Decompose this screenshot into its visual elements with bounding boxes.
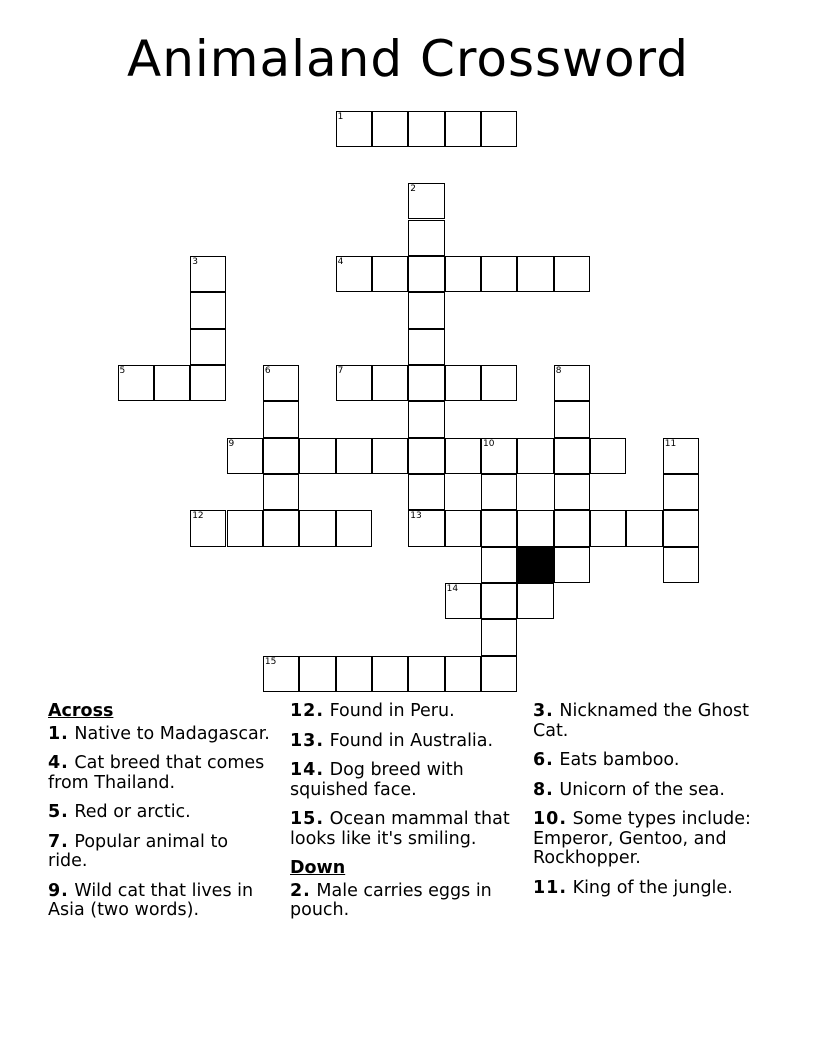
grid-cell[interactable] [481,474,517,510]
clues-column-3 [533,702,783,908]
clue-down-10: 10. Some types include: Emperor, Gentoo, and Rockhopper. [533,809,751,868]
grid-cell[interactable] [554,547,590,583]
page-title: Animaland Crossword [127,30,689,88]
grid-cell[interactable] [481,438,517,474]
clue-across-9: 9. Wild cat that lives in Asia (two words). [48,880,254,920]
grid-cell[interactable] [517,510,553,546]
clue-across-15: 15. Ocean mammal that looks like it's smiling. [290,809,510,849]
grid-cell[interactable] [299,438,335,474]
cell-number: 4 [337,256,344,267]
grid-cell[interactable] [554,474,590,510]
clue-down-2: 2. Male carries eggs in pouch. [290,880,492,920]
grid-cell[interactable] [481,365,517,401]
clue-across-5: 5. Red or arctic. [48,802,191,822]
grid-cell[interactable] [190,256,226,292]
grid-cell[interactable] [190,292,226,328]
clue-across-7: 7. Popular animal to ride. [48,831,229,871]
grid-cell[interactable] [263,510,299,546]
grid-cell[interactable] [626,510,662,546]
clue-down-3: 3. Nicknamed the Ghost Cat. [533,701,750,741]
grid-cell[interactable] [445,656,481,692]
grid-cell[interactable] [408,329,444,365]
grid-cell[interactable] [663,510,699,546]
grid-cell[interactable] [336,510,372,546]
grid-cell[interactable] [590,510,626,546]
grid-cell[interactable] [263,656,299,692]
grid-cell[interactable] [517,256,553,292]
grid-cell[interactable] [554,256,590,292]
grid-cell[interactable] [408,401,444,437]
black-cell [517,547,553,583]
grid-cell[interactable] [263,474,299,510]
grid-cell[interactable] [445,583,481,619]
grid-cell[interactable] [408,438,444,474]
cell-number: 15 [264,656,277,667]
cell-number: 14 [446,584,459,595]
grid-cell[interactable] [408,111,444,147]
grid-cell[interactable] [336,365,372,401]
cell-number: 2 [410,184,417,195]
grid-cell[interactable] [372,256,408,292]
grid-cell[interactable] [190,329,226,365]
grid-cell[interactable] [481,656,517,692]
grid-cell[interactable] [263,365,299,401]
grid-cell[interactable] [554,365,590,401]
clue-down-8: 8. Unicorn of the sea. [533,779,725,800]
grid-cell[interactable] [227,438,263,474]
clue-across-13: 13. Found in Australia. [290,730,494,751]
grid-cell[interactable] [408,474,444,510]
grid-cell[interactable] [227,510,263,546]
grid-cell[interactable] [554,438,590,474]
grid-cell[interactable] [263,401,299,437]
grid-cell[interactable] [408,656,444,692]
clues-column-2 [290,702,520,931]
cell-number: 5 [119,365,126,376]
grid-cell[interactable] [663,438,699,474]
grid-cell[interactable] [445,111,481,147]
cell-number: 7 [337,365,344,376]
grid-cell[interactable] [299,510,335,546]
grid-cell[interactable] [445,510,481,546]
grid-cell[interactable] [481,256,517,292]
clues-column-1 [48,702,273,931]
grid-cell[interactable] [408,292,444,328]
clue-down-11: 11. King of the jungle. [533,877,733,898]
grid-cell[interactable] [372,111,408,147]
grid-cell[interactable] [408,256,444,292]
grid-cell[interactable] [408,220,444,256]
clue-down-6: 6. Eats bamboo. [533,750,680,770]
clue-across-12: 12. Found in Peru. [290,701,455,721]
grid-cell[interactable] [445,365,481,401]
cell-number: 8 [555,365,562,376]
grid-cell[interactable] [336,111,372,147]
grid-cell[interactable] [299,656,335,692]
grid-cell[interactable] [336,256,372,292]
grid-cell[interactable] [263,438,299,474]
grid-cell[interactable] [372,656,408,692]
cell-number: 3 [192,256,198,267]
grid-cell[interactable] [372,438,408,474]
grid-cell[interactable] [663,474,699,510]
grid-cell[interactable] [190,510,226,546]
grid-cell[interactable] [445,256,481,292]
grid-cell[interactable] [481,619,517,655]
grid-cell[interactable] [481,583,517,619]
grid-cell[interactable] [154,365,190,401]
grid-cell[interactable] [336,656,372,692]
grid-cell[interactable] [517,583,553,619]
grid-cell[interactable] [408,365,444,401]
clue-across-4: 4. Cat breed that comes from Thailand. [48,753,265,793]
clue-across-1: 1. Native to Madagascar. [48,723,270,744]
grid-cell[interactable] [481,547,517,583]
grid-cell[interactable] [408,510,444,546]
cell-number: 12 [192,511,204,522]
grid-cell[interactable] [481,111,517,147]
grid-cell[interactable] [408,183,444,219]
grid-cell[interactable] [554,401,590,437]
grid-cell[interactable] [517,438,553,474]
grid-cell[interactable] [336,438,372,474]
grid-cell[interactable] [663,547,699,583]
cell-number: 1 [337,111,344,122]
grid-cell[interactable] [481,510,517,546]
cell-number: 9 [228,438,235,449]
clue-across-14: 14. Dog breed with squished face. [290,760,464,800]
grid-cell[interactable] [554,510,590,546]
cell-number: 6 [264,365,271,376]
cell-number: 10 [483,438,495,449]
down-heading: Down [290,858,346,878]
grid-cell[interactable] [445,438,481,474]
grid-cell[interactable] [590,438,626,474]
grid-cell[interactable] [118,365,154,401]
grid-cell[interactable] [190,365,226,401]
grid-cell[interactable] [372,365,408,401]
across-heading: Across [48,701,114,721]
cell-number: 11 [664,438,677,449]
cell-number: 13 [410,511,422,522]
